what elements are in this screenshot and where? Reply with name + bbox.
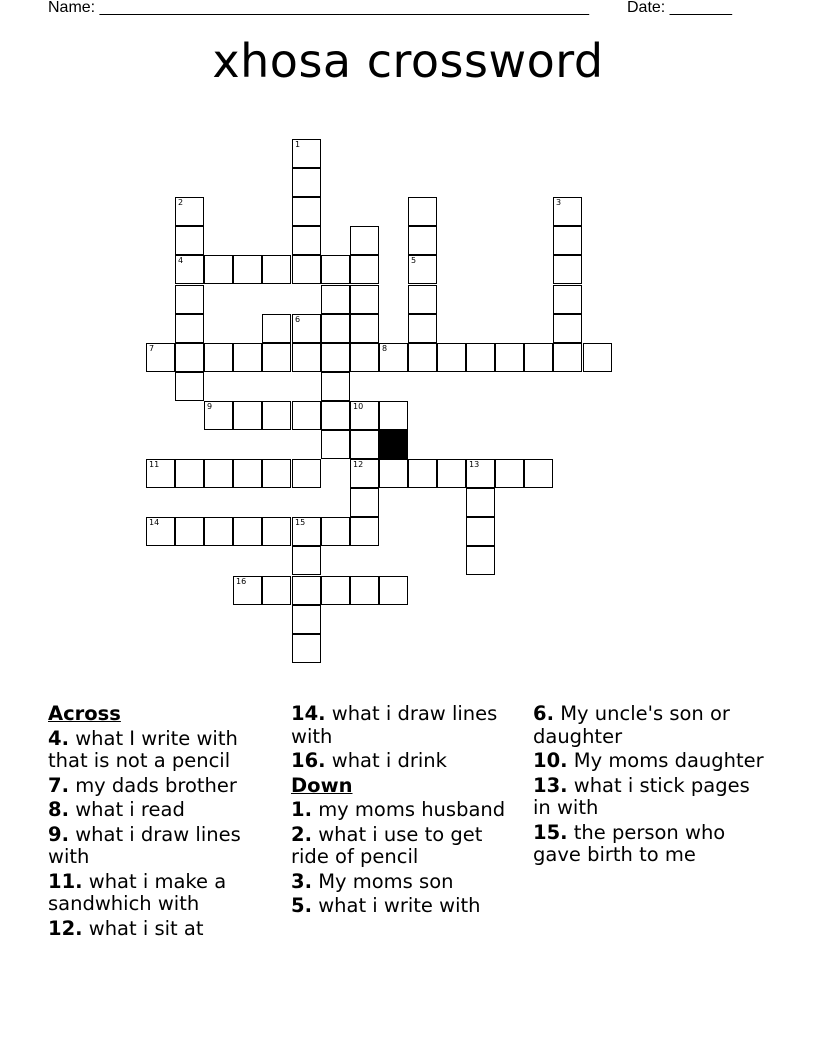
grid-cell[interactable] [292, 226, 321, 255]
cell-number: 15 [295, 518, 306, 527]
grid-cell[interactable] [292, 255, 321, 284]
grid-cell[interactable] [204, 255, 233, 284]
grid-cell[interactable] [437, 459, 466, 488]
grid-cell[interactable] [146, 343, 175, 372]
grid-cell[interactable] [553, 197, 582, 226]
grid-cell[interactable] [292, 314, 321, 343]
grid-cell[interactable] [350, 285, 379, 314]
grid-cell[interactable] [262, 255, 291, 284]
name-field-label[interactable]: Name: _______________________________________________________ [48, 0, 589, 16]
grid-cell[interactable] [175, 343, 204, 372]
grid-cell[interactable] [495, 343, 524, 372]
grid-cell[interactable] [350, 255, 379, 284]
grid-cell[interactable] [408, 197, 437, 226]
grid-cell[interactable] [379, 576, 408, 605]
grid-cell[interactable] [350, 343, 379, 372]
grid-cell[interactable] [233, 255, 262, 284]
grid-cell[interactable] [175, 285, 204, 314]
down-clue-13 [533, 775, 765, 820]
grid-cell[interactable] [262, 343, 291, 372]
cell-number: 14 [149, 518, 160, 527]
cell-number: 4 [178, 256, 184, 265]
across-clue-9 [48, 824, 280, 869]
clue-text: my moms husband [318, 798, 506, 821]
grid-cell[interactable] [175, 197, 204, 226]
down-clue-5 [291, 895, 523, 918]
cell-number: 8 [382, 344, 388, 353]
grid-cell[interactable] [379, 459, 408, 488]
grid-cell[interactable] [204, 517, 233, 546]
clue-column-3 [533, 703, 765, 869]
across-clue-12 [48, 918, 280, 941]
grid-cell[interactable] [292, 605, 321, 634]
clue-number: 8. [48, 798, 69, 821]
grid-cell[interactable] [175, 372, 204, 401]
grid-cell[interactable] [350, 226, 379, 255]
clue-text: what i sit at [88, 916, 204, 940]
grid-cell[interactable] [262, 314, 291, 343]
clue-text: My uncle's son or daughter [533, 702, 730, 748]
across-clue-16 [291, 750, 523, 773]
clue-number: 12. [48, 916, 83, 940]
grid-cell[interactable] [350, 459, 379, 488]
clue-number: 2. [291, 822, 312, 846]
grid-cell[interactable] [466, 343, 495, 372]
clue-number: 7. [48, 773, 69, 797]
clue-text: my dads brother [75, 773, 237, 797]
grid-cell[interactable] [350, 576, 379, 605]
grid-cell[interactable] [233, 459, 262, 488]
across-clue-7 [48, 775, 280, 798]
grid-cell[interactable] [350, 430, 379, 459]
down-clue-6 [533, 703, 765, 748]
grid-cell[interactable] [146, 459, 175, 488]
grid-cell[interactable] [553, 285, 582, 314]
cell-number: 13 [469, 460, 480, 469]
grid-cell[interactable] [292, 168, 321, 197]
grid-cell[interactable] [292, 343, 321, 372]
clue-number: 5. [291, 894, 312, 917]
down-clue-15 [533, 822, 765, 867]
grid-cell[interactable] [524, 459, 553, 488]
grid-cell[interactable] [321, 343, 350, 372]
grid-cell[interactable] [233, 576, 262, 605]
grid-cell[interactable] [292, 634, 321, 663]
clue-number: 16. [291, 749, 326, 772]
grid-cell[interactable] [292, 517, 321, 546]
clue-number: 10. [533, 749, 568, 772]
cell-number: 12 [353, 460, 364, 469]
down-clue-10 [533, 750, 765, 773]
cell-number: 11 [149, 460, 160, 469]
grid-cell[interactable] [321, 372, 350, 401]
clue-number: 11. [48, 869, 83, 893]
clue-text: My moms son [318, 869, 454, 893]
grid-cell[interactable] [204, 401, 233, 430]
grid-cell[interactable] [292, 401, 321, 430]
grid-cell[interactable] [262, 459, 291, 488]
grid-cell[interactable] [350, 314, 379, 343]
grid-cell[interactable] [350, 517, 379, 546]
grid-cell[interactable] [233, 517, 262, 546]
grid-cell[interactable] [175, 226, 204, 255]
clue-text: what i draw lines with [291, 702, 498, 748]
clue-text: what i drink [331, 749, 447, 772]
clue-column-2 [291, 703, 523, 920]
grid-cell[interactable] [437, 343, 466, 372]
clue-text: what i write with [318, 894, 481, 917]
clue-number: 15. [533, 820, 568, 844]
grid-cell[interactable] [466, 517, 495, 546]
clue-text: what i read [75, 798, 185, 821]
grid-cell[interactable] [321, 314, 350, 343]
down-clue-3 [291, 871, 523, 894]
grid-cell[interactable] [408, 459, 437, 488]
clue-number: 1. [291, 798, 312, 821]
clue-number: 14. [291, 702, 326, 725]
grid-cell[interactable] [408, 255, 437, 284]
grid-cell[interactable] [262, 517, 291, 546]
grid-cell[interactable] [175, 459, 204, 488]
grid-cell[interactable] [408, 314, 437, 343]
across-heading: Across [48, 702, 121, 725]
grid-block [379, 430, 408, 459]
grid-cell[interactable] [292, 576, 321, 605]
grid-cell[interactable] [292, 197, 321, 226]
grid-cell[interactable] [379, 343, 408, 372]
grid-cell[interactable] [292, 459, 321, 488]
cell-number: 5 [411, 256, 417, 265]
grid-cell[interactable] [524, 343, 553, 372]
grid-cell[interactable] [262, 576, 291, 605]
grid-cell[interactable] [292, 546, 321, 575]
grid-cell[interactable] [204, 459, 233, 488]
grid-cell[interactable] [408, 226, 437, 255]
grid-cell[interactable] [350, 401, 379, 430]
clue-text: what i make a sandwhich with [48, 869, 227, 915]
grid-cell[interactable] [466, 459, 495, 488]
grid-cell[interactable] [321, 285, 350, 314]
grid-cell[interactable] [321, 517, 350, 546]
cell-number: 3 [556, 198, 562, 207]
grid-cell[interactable] [175, 255, 204, 284]
date-field-label[interactable]: Date: _______ [627, 0, 732, 16]
down-heading: Down [291, 773, 353, 797]
down-clue-1 [291, 799, 523, 822]
grid-cell[interactable] [553, 255, 582, 284]
clue-number: 9. [48, 822, 69, 846]
clue-text: what i use to get ride of pencil [291, 822, 483, 868]
grid-cell[interactable] [583, 343, 612, 372]
across-clue-8 [48, 799, 280, 822]
puzzle-title: xhosa crossword [212, 34, 604, 88]
grid-cell[interactable] [175, 517, 204, 546]
grid-cell[interactable] [233, 401, 262, 430]
grid-cell[interactable] [321, 576, 350, 605]
grid-cell[interactable] [262, 401, 291, 430]
grid-cell[interactable] [350, 488, 379, 517]
grid-cell[interactable] [466, 488, 495, 517]
clue-number: 3. [291, 869, 312, 893]
grid-cell[interactable] [495, 459, 524, 488]
grid-cell[interactable] [321, 430, 350, 459]
clue-text: what i draw lines with [48, 822, 241, 868]
grid-cell[interactable] [175, 314, 204, 343]
cell-number: 1 [295, 140, 301, 149]
grid-cell[interactable] [553, 314, 582, 343]
grid-cell[interactable] [553, 343, 582, 372]
clue-number: 13. [533, 773, 568, 797]
grid-cell[interactable] [146, 517, 175, 546]
cell-number: 2 [178, 198, 184, 207]
clue-text: what i stick pages in with [533, 773, 750, 819]
cell-number: 6 [295, 315, 301, 324]
cell-number: 7 [149, 344, 155, 353]
clue-text: what I write with that is not a pencil [48, 726, 238, 772]
grid-cell[interactable] [466, 546, 495, 575]
across-clue-4 [48, 728, 280, 773]
clue-text: the person who gave birth to me [533, 820, 726, 866]
clue-text: My moms daughter [573, 749, 764, 772]
grid-cell[interactable] [292, 139, 321, 168]
cell-number: 9 [207, 402, 213, 411]
grid-cell[interactable] [408, 285, 437, 314]
grid-cell[interactable] [321, 401, 350, 430]
clue-column-1 [48, 703, 280, 942]
cell-number: 16 [236, 577, 247, 586]
clue-number: 6. [533, 702, 554, 725]
grid-cell[interactable] [321, 255, 350, 284]
grid-cell[interactable] [204, 343, 233, 372]
across-clue-14 [291, 703, 523, 748]
clue-number: 4. [48, 726, 69, 750]
across-clue-11 [48, 871, 280, 916]
grid-cell[interactable] [233, 343, 262, 372]
grid-cell[interactable] [379, 401, 408, 430]
grid-cell[interactable] [553, 226, 582, 255]
cell-number: 10 [353, 402, 364, 411]
down-clue-2 [291, 824, 523, 869]
grid-cell[interactable] [408, 343, 437, 372]
